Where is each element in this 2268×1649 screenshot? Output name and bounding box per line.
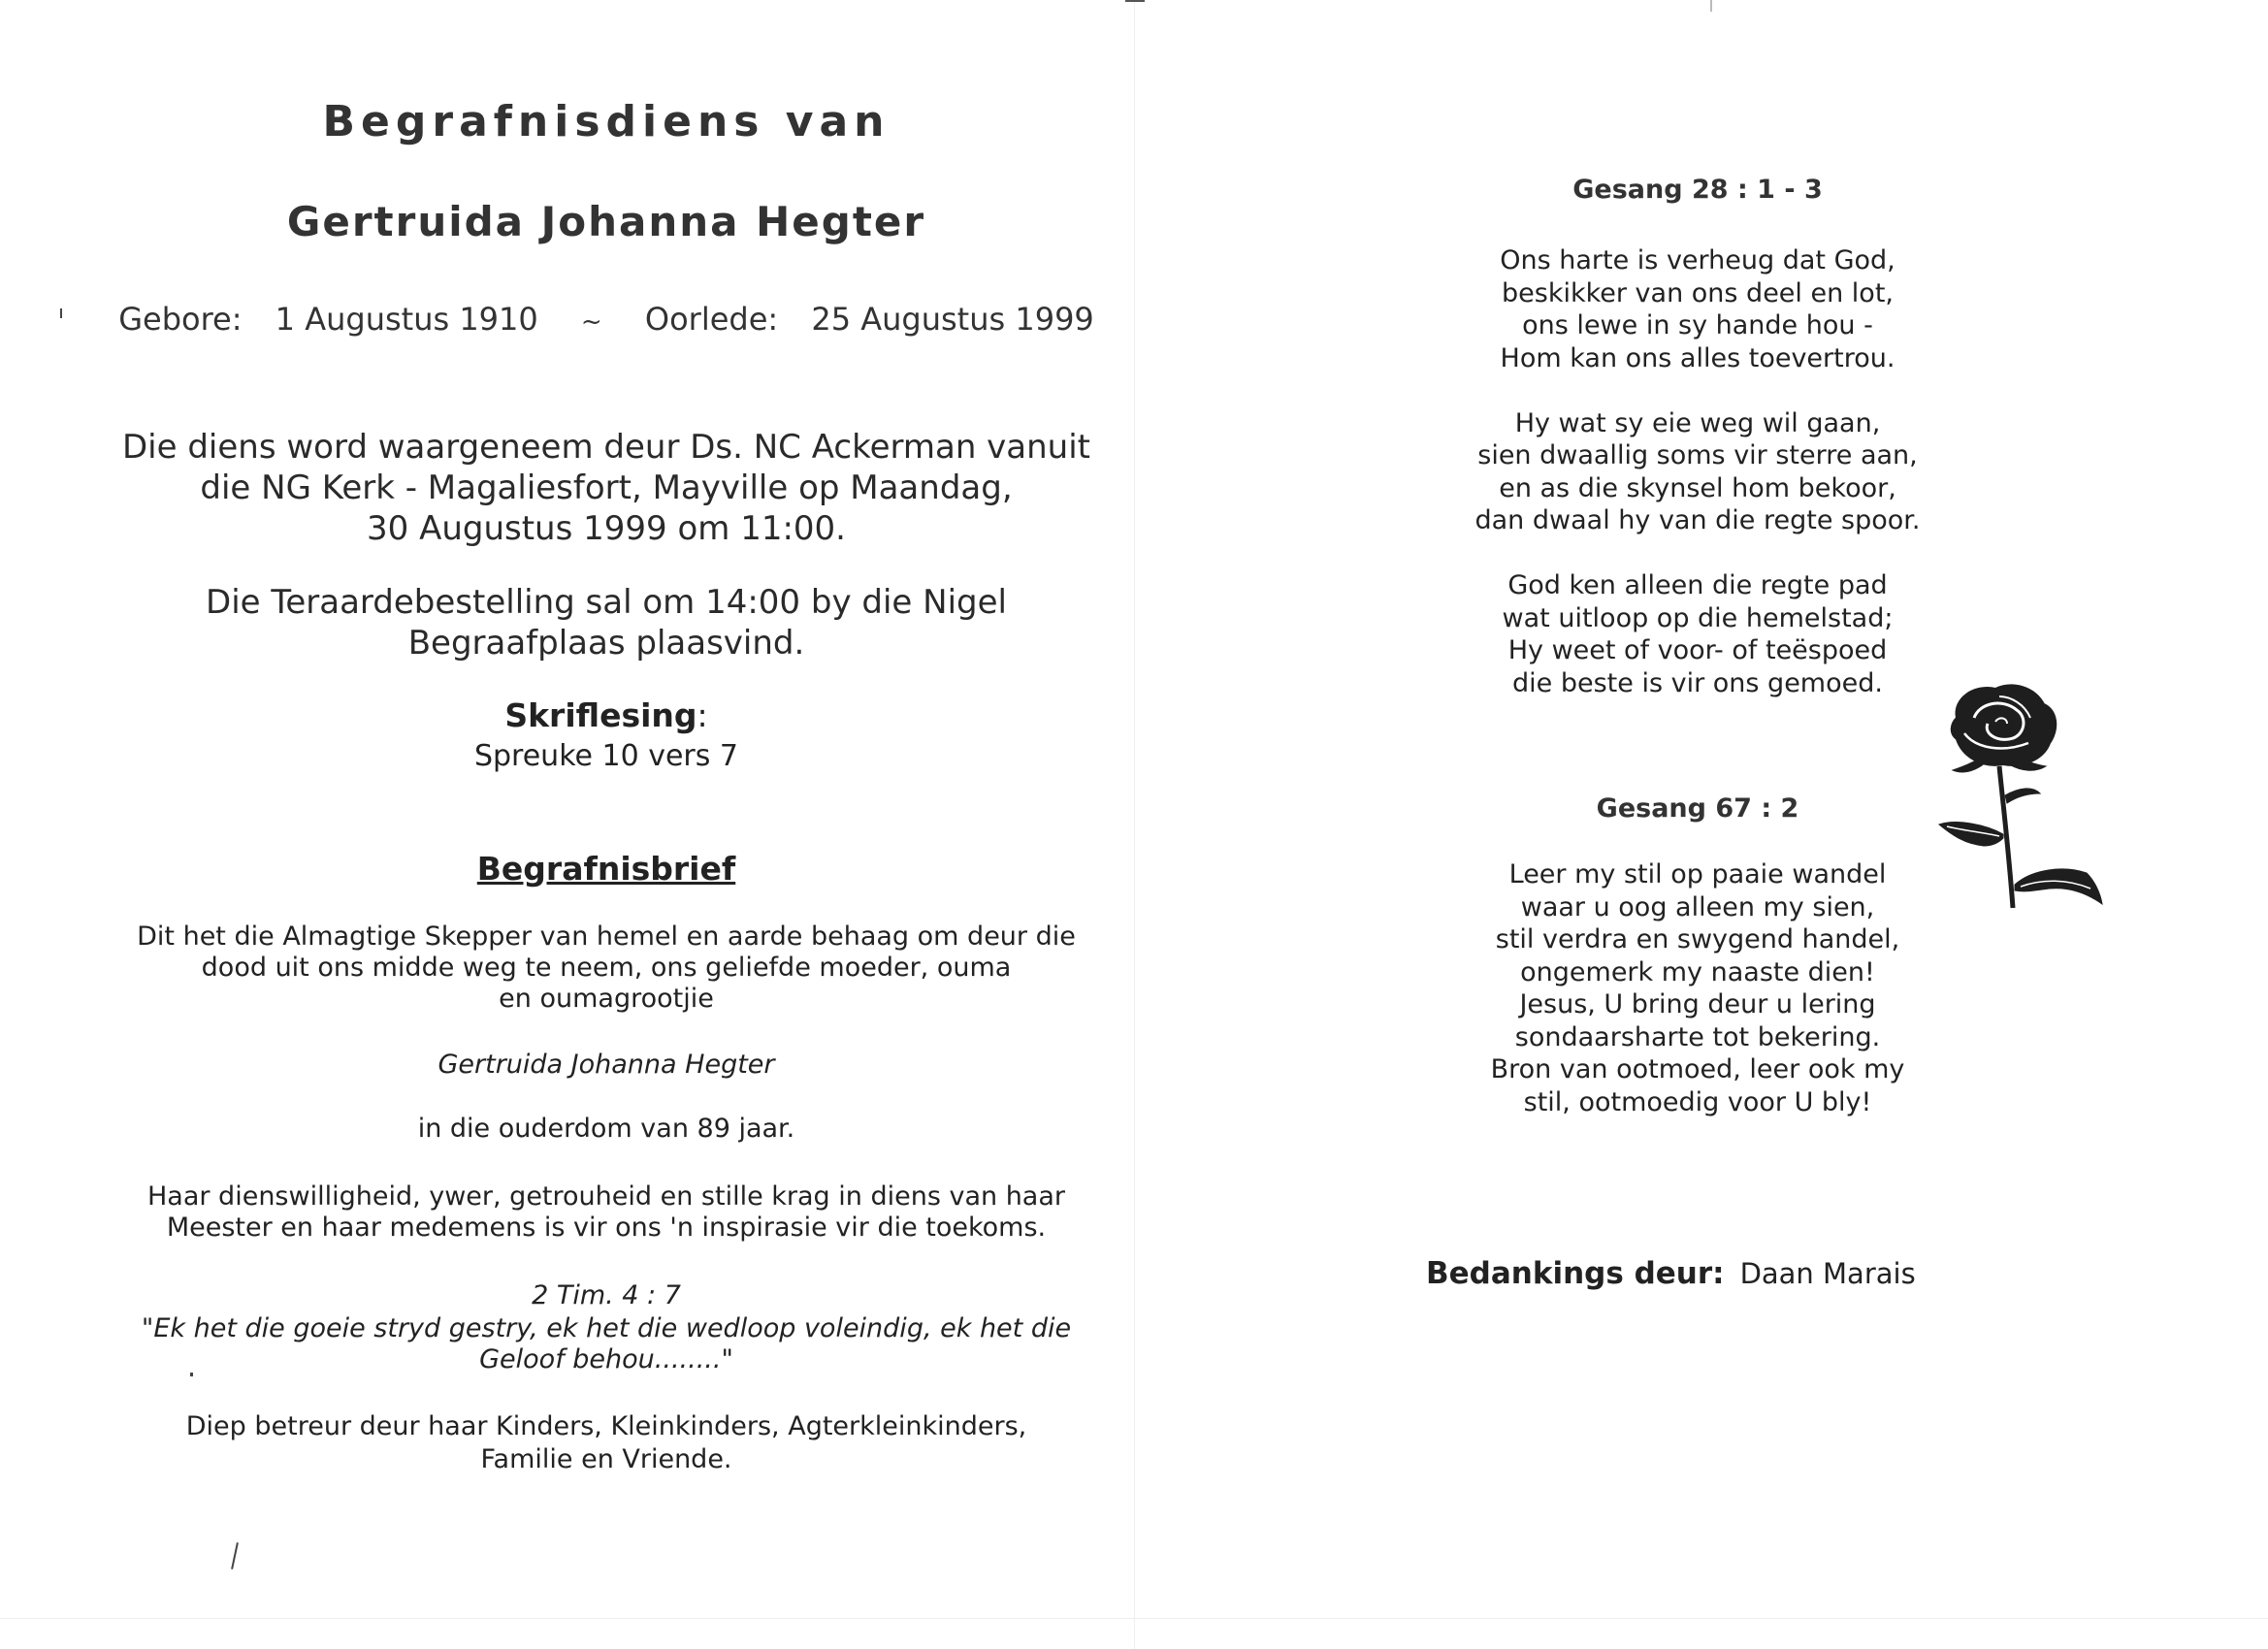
thanks-name: Daan Marais: [1739, 1257, 1916, 1290]
verse-line: sien dwaallig soms vir sterre aan,: [1477, 440, 1918, 470]
hymn-2-verses: [1397, 858, 1998, 1118]
quote-text: [78, 1313, 1135, 1375]
born-label: Gebore:: [118, 301, 243, 338]
scripture-colon: :: [697, 696, 708, 734]
died-label: Oorlede:: [644, 301, 779, 338]
title-line-1: Begrafnisdiens van: [322, 97, 891, 146]
letter-line: Dit het die Almagtige Skepper van hemel en aarde behaag om deur die: [137, 922, 1076, 952]
letter-line: dood uit ons midde weg te neem, ons geliefde moeder, ouma: [201, 953, 1012, 983]
letter-heading: Begrafnisbrief: [476, 850, 736, 888]
born-value: 1 Augustus 1910: [275, 301, 538, 338]
thanks-line: [1426, 1256, 1916, 1291]
verse-line: Bron van ootmoed, leer ook my: [1490, 1054, 1905, 1084]
hymn-2-heading: Gesang 67 : 2: [1596, 793, 1799, 824]
burial-line: Begraafplaas plaasvind.: [407, 624, 805, 663]
mourned-by: [78, 1410, 1135, 1476]
qualities-line: Meester en haar medemens is vir ons 'n inspirasie vir die toekoms.: [166, 1212, 1047, 1243]
qualities-paragraph: [78, 1181, 1135, 1244]
rose-icon: [1935, 679, 2105, 912]
scripture-verse: Spreuke 10 vers 7: [473, 739, 739, 773]
scan-speck: [1710, 0, 1712, 12]
verse-line: beskikker van ons deel en lot,: [1502, 277, 1894, 308]
died-value: 25 Augustus 1999: [811, 301, 1094, 338]
verse-line: Hom kan ons alles toevertrou.: [1500, 342, 1895, 373]
deceased-name-title: Gertruida Johanna Hegter: [286, 198, 926, 245]
hymn-1-stanza: [1397, 407, 1998, 537]
deceased-name: Gertruida Johanna Hegter: [437, 1050, 775, 1080]
scan-speck: [60, 308, 62, 318]
hymn-1-heading: Gesang 28 : 1 - 3: [1572, 175, 1823, 205]
mourned-line: Familie en Vriende.: [480, 1444, 732, 1474]
letter-paragraph: [78, 922, 1135, 1015]
mourned-line: Diep betreur deur haar Kinders, Kleinkinders, Agterkleinkinders,: [185, 1411, 1027, 1441]
verse-line: en as die skynsel hom bekoor,: [1499, 472, 1896, 503]
verse-line: Jesus, U bring deur u lering: [1519, 989, 1876, 1019]
burial-paragraph: [78, 582, 1135, 663]
quote-line: "Ek het die goeie stryd gestry, ek het die wedloop voleindig, ek het die: [141, 1313, 1072, 1343]
verse-line: Ons harte is verheug dat God,: [1500, 245, 1895, 275]
date-separator: ~: [580, 307, 602, 337]
verse-line: die beste is vir ons gemoed.: [1512, 667, 1883, 698]
verse-line: God ken alleen die regte pad: [1507, 570, 1888, 600]
age-line: in die ouderdom van 89 jaar.: [417, 1114, 795, 1144]
scripture-heading-text: Skriflesing: [504, 696, 697, 734]
verse-line: ons lewe in sy hande hou -: [1522, 310, 1873, 340]
qualities-line: Haar dienswilligheid, ywer, getrouheid en stille krag in diens van haar: [146, 1181, 1065, 1212]
verse-line: sondaarsharte tot bekering.: [1514, 1021, 1881, 1052]
service-paragraph: [78, 427, 1135, 549]
verse-line: Hy wat sy eie weg wil gaan,: [1514, 407, 1881, 438]
letter-line: en oumagrootjie: [499, 984, 714, 1014]
verse-line: stil verdra en swygend handel,: [1495, 924, 1900, 954]
right-page: [1397, 0, 1998, 1649]
verse-line: wat uitloop op die hemelstad;: [1502, 602, 1894, 633]
scripture-heading: [78, 696, 1135, 734]
hymn-1-stanza: [1397, 569, 1998, 699]
service-line: die NG Kerk - Magaliesfort, Mayville op Maandag,: [200, 469, 1013, 507]
quote-line: Geloof behou........": [479, 1344, 733, 1374]
verse-line: stil, ootmoedig voor U bly!: [1523, 1086, 1872, 1117]
quote-reference: 2 Tim. 4 : 7: [532, 1280, 681, 1310]
hymn-1-verses: [1397, 244, 1998, 732]
verse-line: Leer my stil op paaie wandel: [1508, 859, 1887, 889]
verse-line: dan dwaal hy van die regte spoor.: [1474, 505, 1921, 535]
left-page: [78, 0, 1135, 1649]
verse-line: waar u oog alleen my sien,: [1520, 891, 1875, 922]
scan-speck: [190, 1373, 193, 1376]
verse-line: ongemerk my naaste dien!: [1520, 956, 1875, 987]
verse-line: Hy weet of voor- of teëspoed: [1507, 635, 1888, 665]
life-dates: [78, 301, 1135, 338]
hymn-1-stanza: [1397, 244, 1998, 374]
service-line: 30 Augustus 1999 om 11:00.: [367, 509, 846, 548]
service-line: Die diens word waargeneem deur Ds. NC Ackerman vanuit: [121, 428, 1091, 467]
burial-line: Die Teraardebestelling sal om 14:00 by die Nigel: [206, 583, 1007, 622]
thanks-label: Bedankings deur:: [1426, 1256, 1725, 1291]
